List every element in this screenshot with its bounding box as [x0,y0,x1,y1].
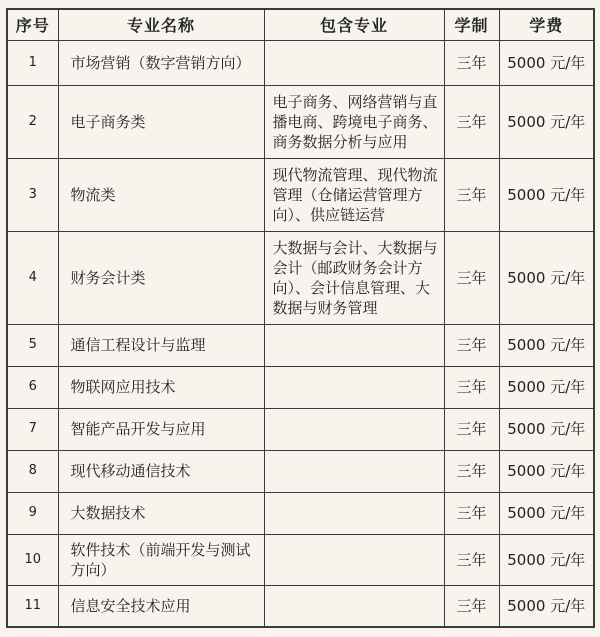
cell-tuition: 5000 元/年 [499,408,594,450]
cell-tuition: 5000 元/年 [499,231,594,324]
header-major-name: 专业名称 [58,9,264,40]
cell-included-majors [264,366,444,408]
cell-index: 3 [7,158,58,231]
cell-index: 2 [7,85,58,158]
cell-included-majors [264,534,444,585]
cell-index: 4 [7,231,58,324]
cell-major-name: 大数据技术 [58,492,264,534]
cell-duration: 三年 [444,324,499,366]
cell-duration: 三年 [444,158,499,231]
cell-major-name: 市场营销（数字营销方向） [58,40,264,85]
cell-included-majors [264,450,444,492]
table-row [7,408,594,450]
cell-tuition: 5000 元/年 [499,366,594,408]
cell-included-majors [264,324,444,366]
table-body [7,40,594,627]
cell-major-name: 电子商务类 [58,85,264,158]
cell-major-name: 信息安全技术应用 [58,585,264,627]
table-row [7,585,594,627]
cell-major-name: 物联网应用技术 [58,366,264,408]
cell-index: 1 [7,40,58,85]
majors-table [6,8,595,628]
cell-included-majors [264,408,444,450]
cell-included-majors [264,492,444,534]
header-duration: 学制 [444,9,499,40]
table-row [7,40,594,85]
cell-included-majors [264,40,444,85]
cell-index: 9 [7,492,58,534]
cell-major-name: 现代移动通信技术 [58,450,264,492]
cell-duration: 三年 [444,85,499,158]
cell-tuition: 5000 元/年 [499,324,594,366]
table-row [7,450,594,492]
cell-duration: 三年 [444,40,499,85]
cell-major-name: 智能产品开发与应用 [58,408,264,450]
cell-included-majors [264,585,444,627]
table-row [7,534,594,585]
cell-index: 5 [7,324,58,366]
cell-tuition: 5000 元/年 [499,85,594,158]
header-row [7,9,594,40]
table-row [7,231,594,324]
cell-duration: 三年 [444,408,499,450]
cell-tuition: 5000 元/年 [499,158,594,231]
cell-index: 10 [7,534,58,585]
cell-index: 8 [7,450,58,492]
table-row [7,85,594,158]
cell-index: 7 [7,408,58,450]
table-row [7,324,594,366]
header-included-majors: 包含专业 [264,9,444,40]
cell-duration: 三年 [444,534,499,585]
cell-index: 11 [7,585,58,627]
cell-tuition: 5000 元/年 [499,492,594,534]
cell-duration: 三年 [444,492,499,534]
table-row [7,158,594,231]
cell-duration: 三年 [444,450,499,492]
header-index: 序号 [7,9,58,40]
cell-major-name: 软件技术（前端开发与测试方向） [58,534,264,585]
cell-duration: 三年 [444,366,499,408]
cell-included-majors: 现代物流管理、现代物流管理（仓储运营管理方向）、供应链运营 [264,158,444,231]
cell-tuition: 5000 元/年 [499,40,594,85]
table-header [7,9,594,40]
table-row [7,366,594,408]
table-row [7,492,594,534]
header-tuition: 学费 [499,9,594,40]
cell-tuition: 5000 元/年 [499,534,594,585]
cell-index: 6 [7,366,58,408]
cell-included-majors: 电子商务、网络营销与直播电商、跨境电子商务、商务数据分析与应用 [264,85,444,158]
cell-tuition: 5000 元/年 [499,585,594,627]
cell-tuition: 5000 元/年 [499,450,594,492]
cell-duration: 三年 [444,585,499,627]
cell-duration: 三年 [444,231,499,324]
cell-major-name: 财务会计类 [58,231,264,324]
cell-included-majors: 大数据与会计、大数据与会计（邮政财务会计方向）、会计信息管理、大数据与财务管理 [264,231,444,324]
cell-major-name: 通信工程设计与监理 [58,324,264,366]
cell-major-name: 物流类 [58,158,264,231]
